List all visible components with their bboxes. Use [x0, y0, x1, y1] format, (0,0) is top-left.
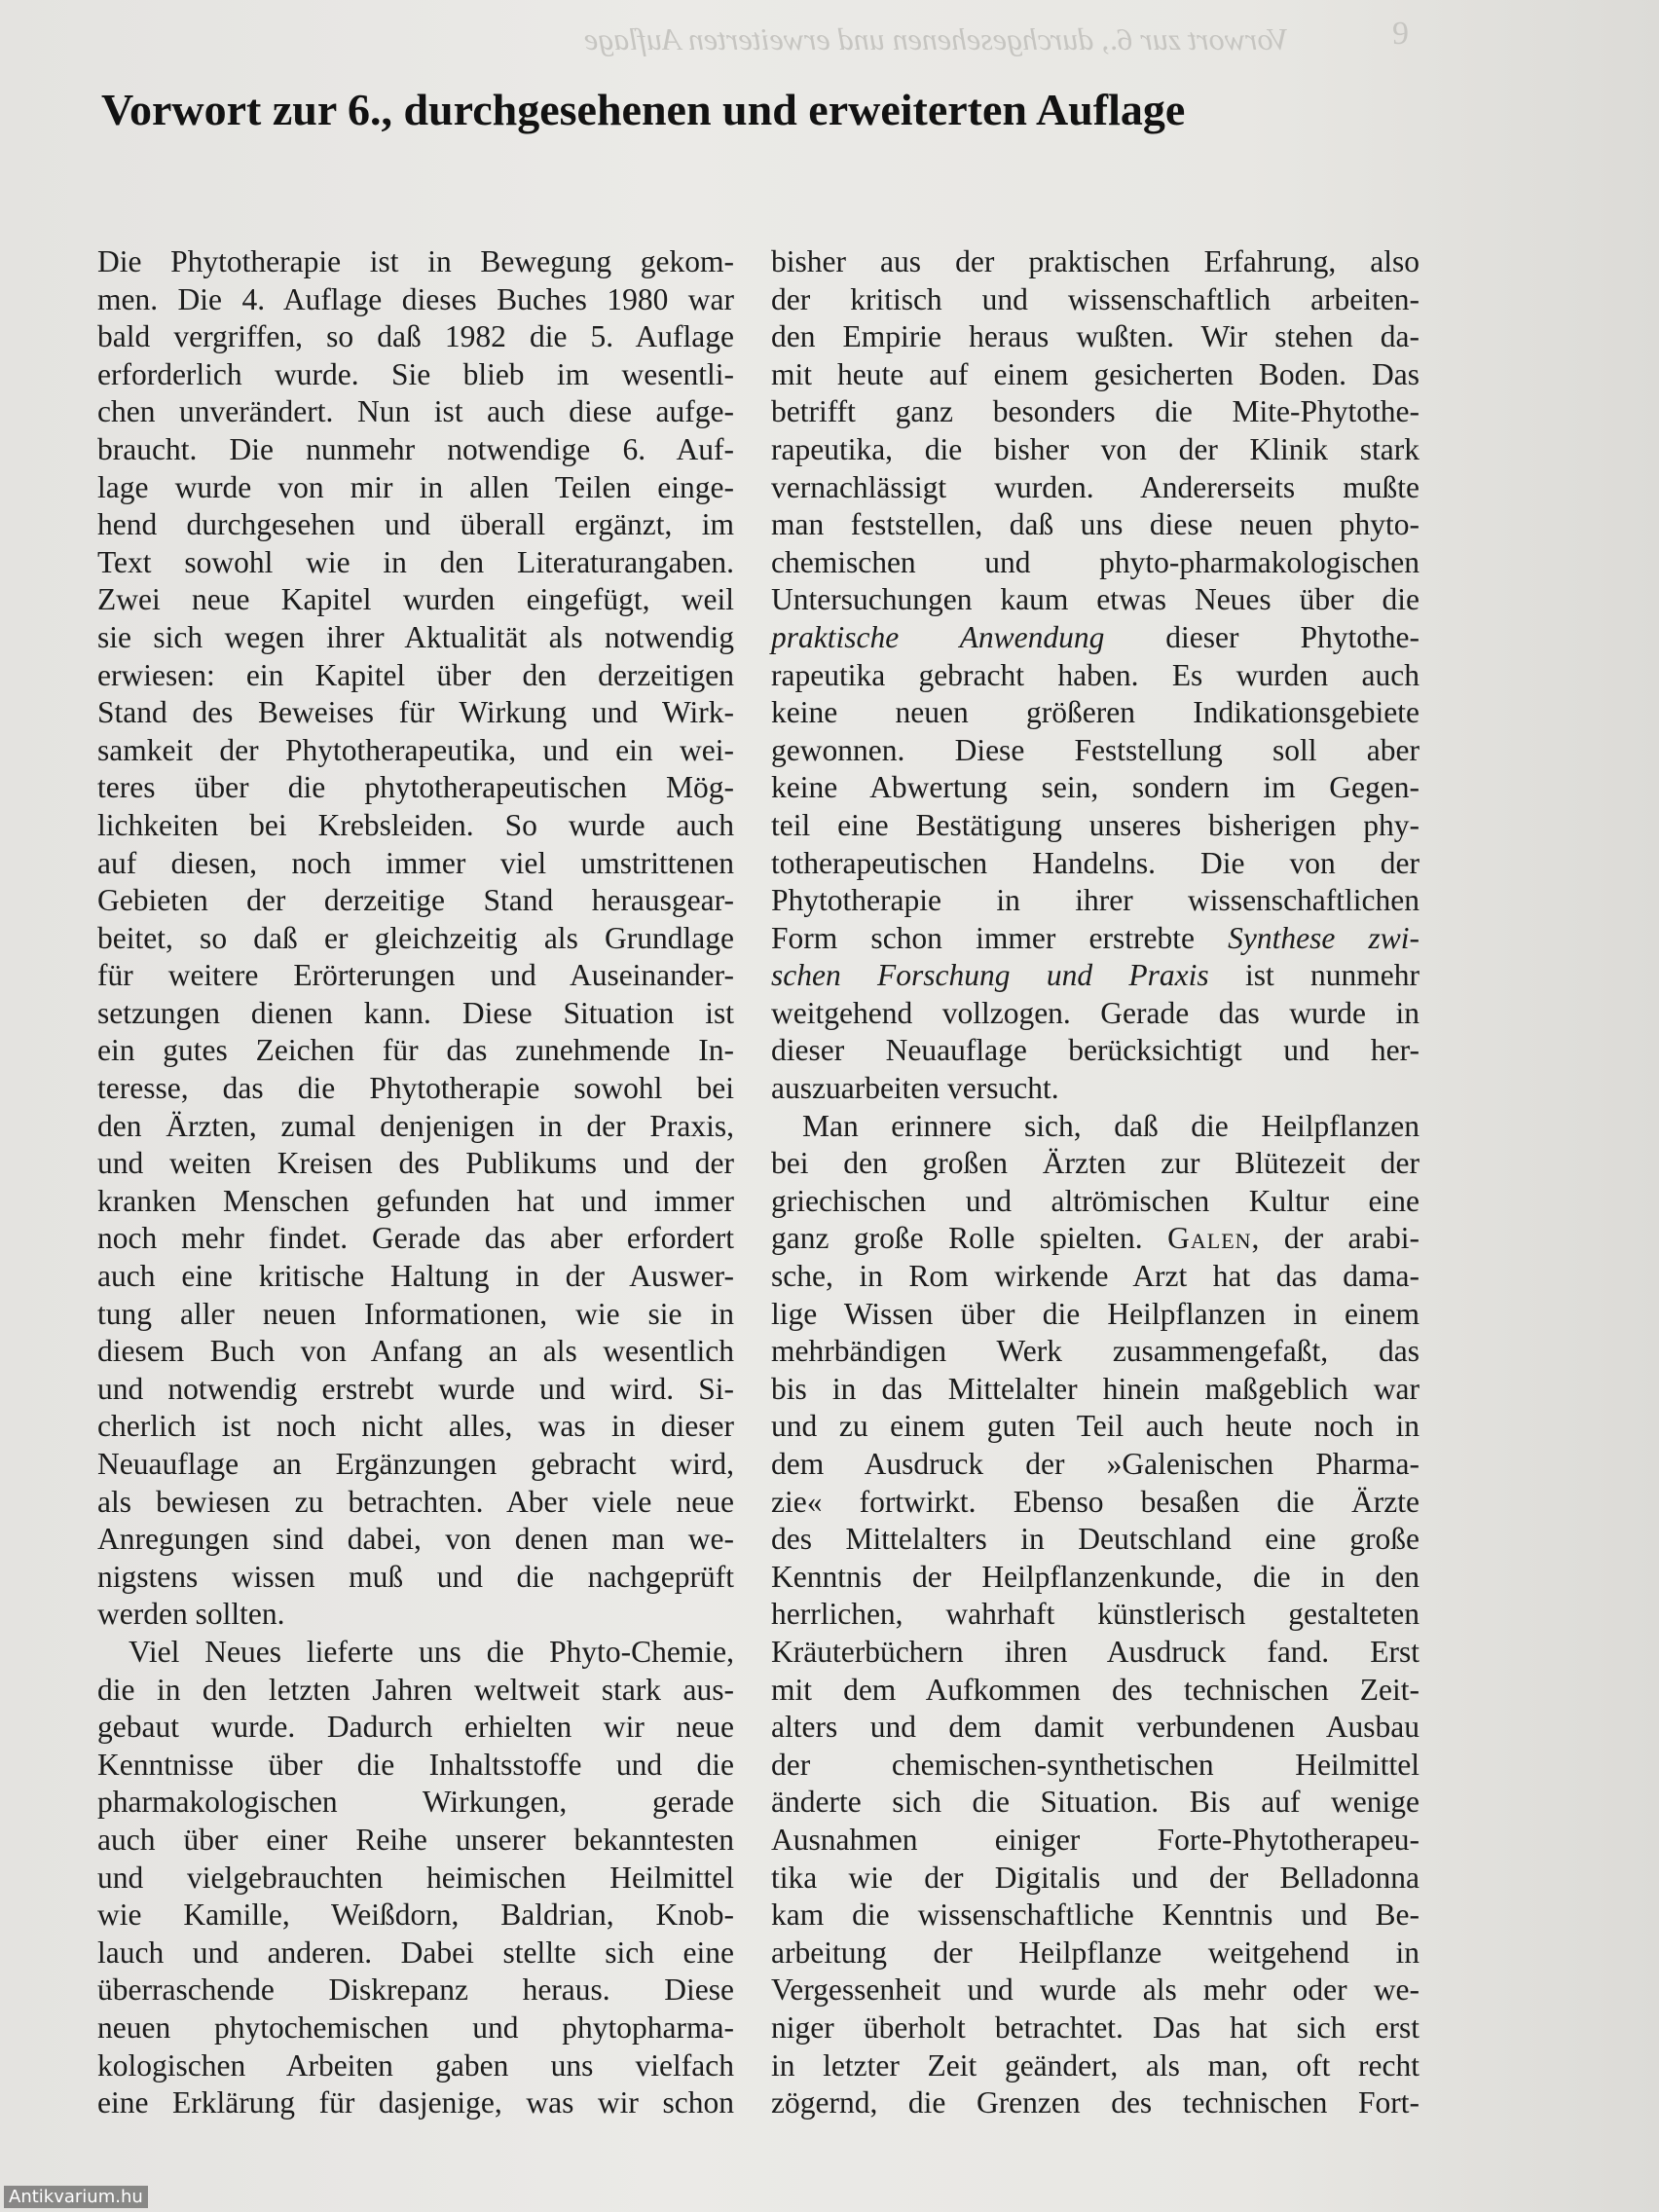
text-line: chen unverändert. Nun ist auch diese aufge-	[97, 394, 734, 429]
text-line: auszuarbeiten versucht.	[771, 1071, 1059, 1106]
text-line: ein gutes Zeichen für das zunehmende In-	[97, 1033, 734, 1068]
text-line: vernachlässigt wurden. Andererseits mußte	[771, 469, 1419, 504]
text-line: sie sich wegen ihrer Aktualität als notwendig	[97, 619, 734, 654]
text-line: dieser Neuauflage berücksichtigt und her-	[771, 1033, 1419, 1068]
text-line: Zwei neue Kapitel wurden eingefügt, weil	[97, 582, 734, 617]
text-line: wie Kamille, Weißdorn, Baldrian, Knob-	[97, 1898, 734, 1933]
text-line: kologischen Arbeiten gaben uns vielfach	[97, 2047, 734, 2083]
text-line: man feststellen, daß uns diese neuen phyto-	[771, 507, 1419, 542]
text-line: noch mehr findet. Gerade das aber erfordert	[97, 1221, 734, 1256]
emphasis-text: Galen	[1167, 1221, 1252, 1256]
text-line: den Ärzten, zumal denjenigen in der Praxis,	[97, 1108, 734, 1143]
text-line: keine neuen größeren Indikationsgebiete	[771, 695, 1419, 730]
text-line: eine Erklärung für dasjenige, was wir schon	[97, 2085, 734, 2120]
text-line: sche, in Rom wirkende Arzt hat das dama-	[771, 1259, 1419, 1294]
text-line: weitgehend vollzogen. Gerade das wurde in	[771, 995, 1419, 1030]
text-line: der kritisch und wissenschaftlich arbeiten-	[771, 281, 1419, 316]
text-line: kranken Menschen gefunden hat und immer	[97, 1183, 734, 1218]
text-line: in letzter Zeit geändert, als man, oft recht	[771, 2047, 1419, 2083]
bleed-through-header: Vorwort zur 6., durchgesehenen und erweiterten Auflage	[584, 21, 1289, 56]
text-line: mit dem Aufkommen des technischen Zeit-	[771, 1672, 1419, 1707]
text-line: zie« fortwirkt. Ebenso besaßen die Ärzte	[771, 1484, 1419, 1519]
text-line: pharmakologischen Wirkungen, gerade	[97, 1785, 734, 1820]
text-line: den Empirie heraus wußten. Wir stehen da-	[771, 319, 1419, 354]
text-line: Die Phytotherapie ist in Bewegung gekom-	[97, 244, 734, 278]
page-number: 9	[1392, 16, 1409, 52]
text-line: setzungen dienen kann. Diese Situation ist	[97, 995, 734, 1030]
text-line: Neuauflage an Ergänzungen gebracht wird,	[97, 1447, 734, 1481]
emphasis-text: schen Forschung und Praxis	[771, 958, 1209, 993]
text-line: lage wurde von mir in allen Teilen einge-	[97, 469, 734, 504]
text-line: nigstens wissen muß und die nachgeprüft	[97, 1559, 734, 1594]
text-line: zögernd, die Grenzen des technischen Fort-	[771, 2085, 1419, 2120]
text-line: und notwendig erstrebt wurde und wird. Si-	[97, 1371, 734, 1406]
text-line: Vergessenheit und wurde als mehr oder we-	[771, 1972, 1419, 2008]
text-line: auf diesen, noch immer viel umstrittenen	[97, 845, 734, 880]
text-line: bald vergriffen, so daß 1982 die 5. Auflage	[97, 319, 734, 354]
text-line: griechischen und altrömischen Kultur eine	[771, 1183, 1419, 1218]
text-line: diesem Buch von Anfang an als wesentlich	[97, 1334, 734, 1369]
text-line: lige Wissen über die Heilpflanzen in einem	[771, 1296, 1419, 1331]
text-line: Phytotherapie in ihrer wissenschaftlichen	[771, 883, 1419, 918]
text-line: gewonnen. Diese Feststellung soll aber	[771, 732, 1419, 767]
text-line: betrifft ganz besonders die Mite-Phytothe-	[771, 394, 1419, 429]
page-title: Vorwort zur 6., durchgesehenen und erweiterten Auflage	[101, 85, 1186, 134]
text-line: überraschende Diskrepanz heraus. Diese	[97, 1972, 734, 2008]
text-line: teil eine Bestätigung unseres bisherigen phy-	[771, 807, 1419, 842]
text-line: lauch und anderen. Dabei stellte sich eine	[97, 1935, 734, 1970]
text-line: auch über einer Reihe unserer bekanntesten	[97, 1822, 734, 1857]
text-line: Viel Neues lieferte uns die Phyto-Chemie,	[129, 1634, 734, 1669]
text-line: Ausnahmen einiger Forte-Phytotherapeu-	[771, 1822, 1419, 1857]
text-line: erwiesen: ein Kapitel über den derzeitigen	[97, 657, 734, 692]
text-line: auch eine kritische Haltung in der Auswer-	[97, 1259, 734, 1294]
text-line: teres über die phytotherapeutischen Mög-	[97, 770, 734, 805]
text-line: änderte sich die Situation. Bis auf wenige	[771, 1785, 1419, 1820]
text-line-with-emphasis: Form schon immer erstrebte Synthese zwi-	[771, 920, 1419, 955]
emphasis-text: Synthese zwi-	[1228, 920, 1419, 955]
text-line: neuen phytochemischen und phytopharma-	[97, 2009, 734, 2045]
text-line: des Mittelalters in Deutschland eine große	[771, 1522, 1419, 1557]
text-line: rapeutika gebracht haben. Es wurden auch	[771, 657, 1419, 692]
text-line-with-smallcaps: ganz große Rolle spielten. Galen, der arabi-	[771, 1221, 1419, 1256]
text-line: Kenntnis der Heilpflanzenkunde, die in den	[771, 1559, 1419, 1594]
text-line: men. Die 4. Auflage dieses Buches 1980 war	[97, 281, 734, 316]
text-line: chemischen und phyto-pharmakologischen	[771, 544, 1419, 579]
text-line: alters und dem damit verbundenen Ausbau	[771, 1710, 1419, 1745]
text-line: Untersuchungen kaum etwas Neues über die	[771, 582, 1419, 617]
left-text-column	[97, 243, 734, 2122]
text-line: Anregungen sind dabei, von denen man we-	[97, 1522, 734, 1557]
text-line: und weiten Kreisen des Publikums und der	[97, 1146, 734, 1181]
text-line: cherlich ist noch nicht alles, was in dieser	[97, 1409, 734, 1444]
text-line: keine Abwertung sein, sondern im Gegen-	[771, 770, 1419, 805]
text-line: bisher aus der praktischen Erfahrung, also	[771, 244, 1419, 278]
text-line: herrlichen, wahrhaft künstlerisch gestalteten	[771, 1597, 1419, 1632]
site-watermark: Antikvarium.hu	[4, 2186, 148, 2208]
text-line: gebaut wurde. Dadurch erhielten wir neue	[97, 1710, 734, 1745]
text-line: bis in das Mittelalter hinein maßgeblich war	[771, 1371, 1419, 1406]
text-line: samkeit der Phytotherapeutika, und ein wei-	[97, 732, 734, 767]
text-line: die in den letzten Jahren weltweit stark aus-	[97, 1672, 734, 1707]
text-line-with-emphasis: praktische Anwendung dieser Phytothe-	[771, 619, 1419, 654]
text-line: der chemischen-synthetischen Heilmittel	[771, 1747, 1419, 1782]
text-line: Text sowohl wie in den Literaturangaben.	[97, 544, 734, 579]
text-line: und zu einem guten Teil auch heute noch in	[771, 1409, 1419, 1444]
text-line: für weitere Erörterungen und Auseinander-	[97, 958, 734, 993]
text-line: mit heute auf einem gesicherten Boden. Das	[771, 356, 1419, 391]
text-line: beitet, so daß er gleichzeitig als Grundlage	[97, 920, 734, 955]
text-line: totherapeutischen Handelns. Die von der	[771, 845, 1419, 880]
text-line: erforderlich wurde. Sie blieb im wesentli-	[97, 356, 734, 391]
text-line: Gebieten der derzeitige Stand herausgear-	[97, 883, 734, 918]
text-line: teresse, das die Phytotherapie sowohl bei	[97, 1071, 734, 1106]
text-line: lichkeiten bei Krebsleiden. So wurde auch	[97, 807, 734, 842]
right-text-column	[771, 243, 1419, 2122]
text-line: Kräuterbüchern ihren Ausdruck fand. Erst	[771, 1634, 1419, 1669]
text-line: rapeutika, die bisher von der Klinik stark	[771, 431, 1419, 466]
text-line: bei den großen Ärzten zur Blütezeit der	[771, 1146, 1419, 1181]
text-line: niger überholt betrachtet. Das hat sich erst	[771, 2009, 1419, 2045]
text-line: arbeitung der Heilpflanze weitgehend in	[771, 1935, 1419, 1970]
text-line: hend durchgesehen und überall ergänzt, im	[97, 507, 734, 542]
text-line: Stand des Beweises für Wirkung und Wirk-	[97, 695, 734, 730]
text-line: tung aller neuen Informationen, wie sie in	[97, 1296, 734, 1331]
text-line-with-emphasis: schen Forschung und Praxis ist nunmehr	[771, 958, 1419, 993]
text-line: braucht. Die nunmehr notwendige 6. Auf-	[97, 431, 734, 466]
text-line: kam die wissenschaftliche Kenntnis und Be-	[771, 1898, 1419, 1933]
emphasis-text: praktische Anwendung	[771, 619, 1105, 654]
text-line: als bewiesen zu betrachten. Aber viele neue	[97, 1484, 734, 1519]
text-line: werden sollten.	[97, 1597, 285, 1632]
text-line: Man erinnere sich, daß die Heilpflanzen	[802, 1108, 1419, 1143]
text-line: und vielgebrauchten heimischen Heilmittel	[97, 1860, 734, 1895]
text-line: mehrbändigen Werk zusammengefaßt, das	[771, 1334, 1419, 1369]
text-line: Kenntnisse über die Inhaltsstoffe und die	[97, 1747, 734, 1782]
text-line: dem Ausdruck der »Galenischen Pharma-	[771, 1447, 1419, 1481]
text-line: tika wie der Digitalis und der Belladonna	[771, 1860, 1419, 1895]
